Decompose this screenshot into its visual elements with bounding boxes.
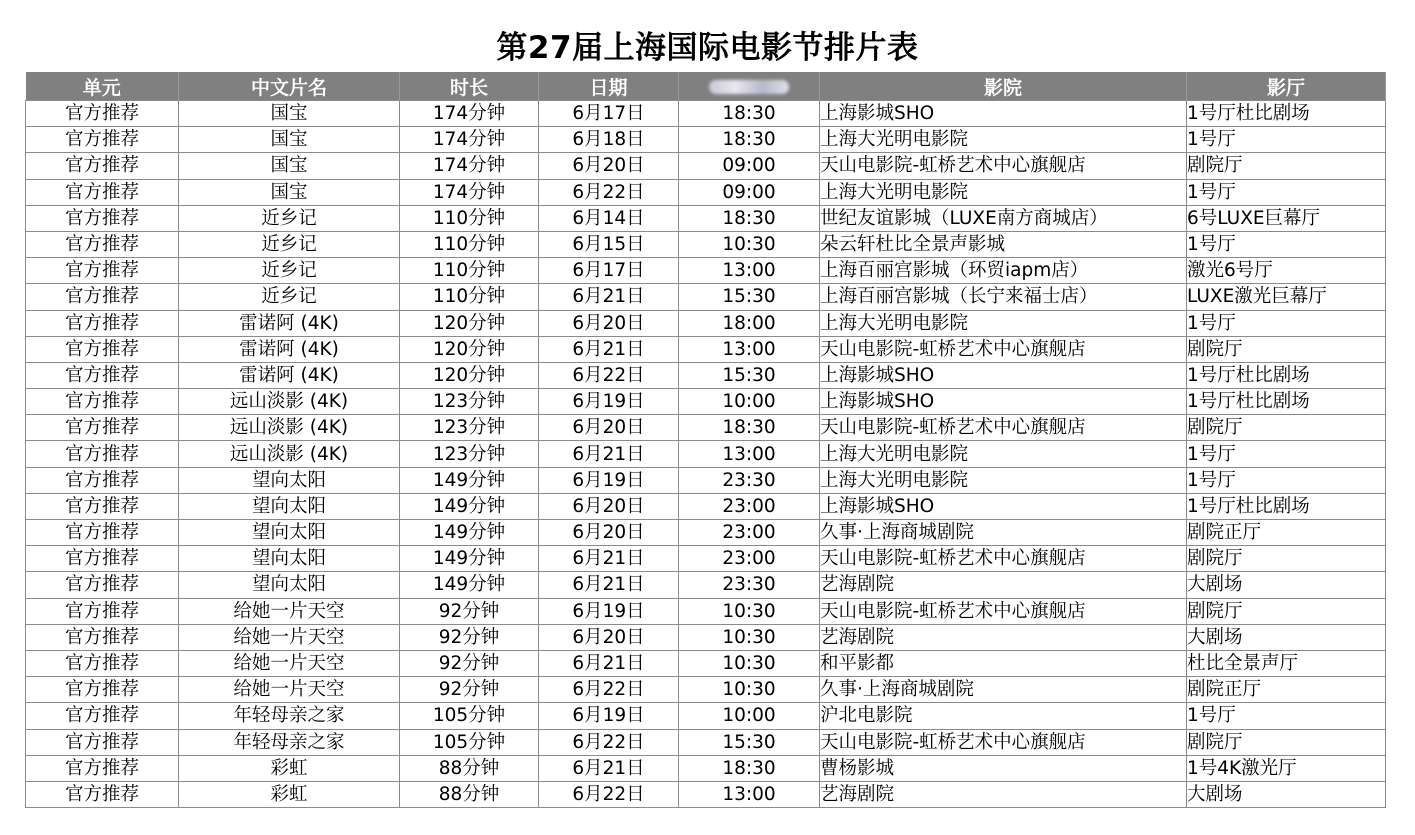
hall-cell: 大剧场 xyxy=(1187,624,1386,650)
hall-cell: 1号厅 xyxy=(1187,467,1386,493)
schedule-table xyxy=(25,72,1386,808)
duration-cell: 149分钟 xyxy=(400,467,539,493)
film-title-cell: 雷诺阿 (4K) xyxy=(179,336,400,362)
date-cell: 6月22日 xyxy=(539,677,679,703)
date-cell: 6月20日 xyxy=(539,310,679,336)
hall-cell: 1号厅 xyxy=(1187,231,1386,257)
date-cell: 6月20日 xyxy=(539,624,679,650)
unit-cell: 官方推荐 xyxy=(26,650,179,676)
table-header-row xyxy=(26,72,1386,101)
table-row xyxy=(26,362,1386,388)
duration-cell: 92分钟 xyxy=(400,598,539,624)
cinema-cell: 曹杨影城 xyxy=(820,755,1187,781)
film-title-cell: 近乡记 xyxy=(179,284,400,310)
hall-cell: 大剧场 xyxy=(1187,781,1386,807)
table-row xyxy=(26,336,1386,362)
unit-cell: 官方推荐 xyxy=(26,284,179,310)
hall-cell: 1号厅 xyxy=(1187,441,1386,467)
hall-cell: 6号LUXE巨幕厅 xyxy=(1187,205,1386,231)
duration-cell: 149分钟 xyxy=(400,572,539,598)
cinema-cell: 天山电影院-虹桥艺术中心旗舰店 xyxy=(820,415,1187,441)
hall-cell: 1号4K激光厅 xyxy=(1187,755,1386,781)
hall-cell: 剧院厅 xyxy=(1187,729,1386,755)
unit-cell: 官方推荐 xyxy=(26,153,179,179)
unit-cell: 官方推荐 xyxy=(26,781,179,807)
duration-cell: 149分钟 xyxy=(400,493,539,519)
hall-cell: 剧院正厅 xyxy=(1187,677,1386,703)
date-cell: 6月20日 xyxy=(539,415,679,441)
cinema-cell: 上海大光明电影院 xyxy=(820,127,1187,153)
film-title-cell: 雷诺阿 (4K) xyxy=(179,362,400,388)
hall-cell: 1号厅杜比剧场 xyxy=(1187,493,1386,519)
cinema-cell: 上海影城SHO xyxy=(820,493,1187,519)
date-cell: 6月15日 xyxy=(539,231,679,257)
header-hall: 影厅 xyxy=(1187,72,1386,101)
time-cell: 10:30 xyxy=(679,598,820,624)
film-title-cell: 年轻母亲之家 xyxy=(179,729,400,755)
cinema-cell: 朵云轩杜比全景声影城 xyxy=(820,231,1187,257)
time-cell: 15:30 xyxy=(679,362,820,388)
table-row xyxy=(26,598,1386,624)
header-film-title: 中文片名 xyxy=(179,72,400,101)
date-cell: 6月21日 xyxy=(539,336,679,362)
unit-cell: 官方推荐 xyxy=(26,362,179,388)
hall-cell: 1号厅 xyxy=(1187,127,1386,153)
cinema-cell: 上海影城SHO xyxy=(820,389,1187,415)
table-row xyxy=(26,389,1386,415)
cinema-cell: 艺海剧院 xyxy=(820,624,1187,650)
duration-cell: 174分钟 xyxy=(400,179,539,205)
hall-cell: 剧院厅 xyxy=(1187,415,1386,441)
hall-cell: 剧院厅 xyxy=(1187,153,1386,179)
film-title-cell: 给她一片天空 xyxy=(179,624,400,650)
duration-cell: 88分钟 xyxy=(400,781,539,807)
unit-cell: 官方推荐 xyxy=(26,729,179,755)
date-cell: 6月19日 xyxy=(539,389,679,415)
unit-cell: 官方推荐 xyxy=(26,258,179,284)
date-cell: 6月19日 xyxy=(539,598,679,624)
duration-cell: 92分钟 xyxy=(400,650,539,676)
time-cell: 18:00 xyxy=(679,310,820,336)
table-row xyxy=(26,520,1386,546)
hall-cell: 1号厅杜比剧场 xyxy=(1187,389,1386,415)
header-date: 日期 xyxy=(539,72,679,101)
time-cell: 13:00 xyxy=(679,441,820,467)
date-cell: 6月22日 xyxy=(539,781,679,807)
duration-cell: 105分钟 xyxy=(400,703,539,729)
date-cell: 6月21日 xyxy=(539,755,679,781)
cinema-cell: 天山电影院-虹桥艺术中心旗舰店 xyxy=(820,153,1187,179)
date-cell: 6月17日 xyxy=(539,101,679,127)
duration-cell: 88分钟 xyxy=(400,755,539,781)
date-cell: 6月21日 xyxy=(539,441,679,467)
time-cell: 18:30 xyxy=(679,205,820,231)
time-cell: 10:00 xyxy=(679,389,820,415)
film-title-cell: 望向太阳 xyxy=(179,546,400,572)
table-row xyxy=(26,231,1386,257)
cinema-cell: 天山电影院-虹桥艺术中心旗舰店 xyxy=(820,336,1187,362)
time-cell: 10:30 xyxy=(679,650,820,676)
table-row xyxy=(26,650,1386,676)
table-row xyxy=(26,755,1386,781)
hall-cell: 杜比全景声厅 xyxy=(1187,650,1386,676)
unit-cell: 官方推荐 xyxy=(26,127,179,153)
duration-cell: 92分钟 xyxy=(400,624,539,650)
film-title-cell: 年轻母亲之家 xyxy=(179,703,400,729)
hall-cell: 剧院厅 xyxy=(1187,336,1386,362)
table-row xyxy=(26,153,1386,179)
date-cell: 6月21日 xyxy=(539,650,679,676)
film-title-cell: 彩虹 xyxy=(179,781,400,807)
cinema-cell: 艺海剧院 xyxy=(820,781,1187,807)
unit-cell: 官方推荐 xyxy=(26,624,179,650)
cinema-cell: 天山电影院-虹桥艺术中心旗舰店 xyxy=(820,598,1187,624)
table-row xyxy=(26,677,1386,703)
duration-cell: 174分钟 xyxy=(400,127,539,153)
unit-cell: 官方推荐 xyxy=(26,101,179,127)
time-cell: 18:30 xyxy=(679,755,820,781)
unit-cell: 官方推荐 xyxy=(26,205,179,231)
film-title-cell: 望向太阳 xyxy=(179,520,400,546)
hall-cell: 1号厅杜比剧场 xyxy=(1187,101,1386,127)
cinema-cell: 上海大光明电影院 xyxy=(820,441,1187,467)
unit-cell: 官方推荐 xyxy=(26,179,179,205)
hall-cell: 剧院厅 xyxy=(1187,598,1386,624)
table-row xyxy=(26,729,1386,755)
date-cell: 6月20日 xyxy=(539,153,679,179)
date-cell: 6月22日 xyxy=(539,729,679,755)
film-title-cell: 国宝 xyxy=(179,101,400,127)
hall-cell: 剧院正厅 xyxy=(1187,520,1386,546)
duration-cell: 174分钟 xyxy=(400,101,539,127)
film-title-cell: 近乡记 xyxy=(179,258,400,284)
date-cell: 6月21日 xyxy=(539,572,679,598)
unit-cell: 官方推荐 xyxy=(26,677,179,703)
time-cell: 18:30 xyxy=(679,101,820,127)
time-cell: 13:00 xyxy=(679,258,820,284)
duration-cell: 110分钟 xyxy=(400,231,539,257)
film-title-cell: 给她一片天空 xyxy=(179,650,400,676)
date-cell: 6月20日 xyxy=(539,493,679,519)
film-title-cell: 望向太阳 xyxy=(179,572,400,598)
table-row xyxy=(26,441,1386,467)
date-cell: 6月14日 xyxy=(539,205,679,231)
header-duration: 时长 xyxy=(400,72,539,101)
unit-cell: 官方推荐 xyxy=(26,598,179,624)
cinema-cell: 上海百丽宫影城（环贸iapm店） xyxy=(820,258,1187,284)
time-cell: 10:00 xyxy=(679,703,820,729)
hall-cell: 1号厅 xyxy=(1187,310,1386,336)
hall-cell: 1号厅杜比剧场 xyxy=(1187,362,1386,388)
duration-cell: 110分钟 xyxy=(400,258,539,284)
hall-cell: 大剧场 xyxy=(1187,572,1386,598)
duration-cell: 105分钟 xyxy=(400,729,539,755)
duration-cell: 174分钟 xyxy=(400,153,539,179)
duration-cell: 123分钟 xyxy=(400,415,539,441)
unit-cell: 官方推荐 xyxy=(26,493,179,519)
cinema-cell: 世纪友谊影城（LUXE南方商城店） xyxy=(820,205,1187,231)
date-cell: 6月18日 xyxy=(539,127,679,153)
table-row xyxy=(26,467,1386,493)
cinema-cell: 上海影城SHO xyxy=(820,101,1187,127)
duration-cell: 120分钟 xyxy=(400,362,539,388)
time-cell: 13:00 xyxy=(679,336,820,362)
table-row xyxy=(26,310,1386,336)
time-cell: 10:30 xyxy=(679,231,820,257)
time-cell: 10:30 xyxy=(679,624,820,650)
duration-cell: 110分钟 xyxy=(400,205,539,231)
film-title-cell: 国宝 xyxy=(179,153,400,179)
film-title-cell: 雷诺阿 (4K) xyxy=(179,310,400,336)
date-cell: 6月21日 xyxy=(539,284,679,310)
cinema-cell: 天山电影院-虹桥艺术中心旗舰店 xyxy=(820,546,1187,572)
header-cinema: 影院 xyxy=(820,72,1187,101)
cinema-cell: 和平影都 xyxy=(820,650,1187,676)
table-row xyxy=(26,781,1386,807)
time-cell: 15:30 xyxy=(679,284,820,310)
date-cell: 6月19日 xyxy=(539,703,679,729)
film-title-cell: 远山淡影 (4K) xyxy=(179,389,400,415)
unit-cell: 官方推荐 xyxy=(26,520,179,546)
cinema-cell: 上海百丽宫影城（长宁来福士店） xyxy=(820,284,1187,310)
cinema-cell: 上海大光明电影院 xyxy=(820,310,1187,336)
date-cell: 6月22日 xyxy=(539,179,679,205)
cinema-cell: 上海影城SHO xyxy=(820,362,1187,388)
film-title-cell: 给她一片天空 xyxy=(179,677,400,703)
duration-cell: 110分钟 xyxy=(400,284,539,310)
film-title-cell: 远山淡影 (4K) xyxy=(179,441,400,467)
cinema-cell: 艺海剧院 xyxy=(820,572,1187,598)
film-title-cell: 近乡记 xyxy=(179,205,400,231)
unit-cell: 官方推荐 xyxy=(26,310,179,336)
duration-cell: 120分钟 xyxy=(400,310,539,336)
hall-cell: 激光6号厅 xyxy=(1187,258,1386,284)
cinema-cell: 沪北电影院 xyxy=(820,703,1187,729)
time-cell: 09:00 xyxy=(679,153,820,179)
hall-cell: LUXE激光巨幕厅 xyxy=(1187,284,1386,310)
duration-cell: 123分钟 xyxy=(400,441,539,467)
time-cell: 23:00 xyxy=(679,520,820,546)
duration-cell: 149分钟 xyxy=(400,546,539,572)
duration-cell: 123分钟 xyxy=(400,389,539,415)
header-unit: 单元 xyxy=(26,72,179,101)
cinema-cell: 久事·上海商城剧院 xyxy=(820,520,1187,546)
film-title-cell: 望向太阳 xyxy=(179,493,400,519)
time-cell: 23:30 xyxy=(679,467,820,493)
film-title-cell: 国宝 xyxy=(179,127,400,153)
table-row xyxy=(26,101,1386,127)
time-cell: 18:30 xyxy=(679,415,820,441)
table-row xyxy=(26,258,1386,284)
table-row xyxy=(26,572,1386,598)
unit-cell: 官方推荐 xyxy=(26,389,179,415)
unit-cell: 官方推荐 xyxy=(26,441,179,467)
unit-cell: 官方推荐 xyxy=(26,572,179,598)
film-title-cell: 给她一片天空 xyxy=(179,598,400,624)
film-title-cell: 国宝 xyxy=(179,179,400,205)
table-row xyxy=(26,624,1386,650)
duration-cell: 92分钟 xyxy=(400,677,539,703)
hall-cell: 1号厅 xyxy=(1187,703,1386,729)
film-title-cell: 近乡记 xyxy=(179,231,400,257)
table-body xyxy=(26,101,1386,808)
time-cell: 10:30 xyxy=(679,677,820,703)
table-row xyxy=(26,415,1386,441)
unit-cell: 官方推荐 xyxy=(26,231,179,257)
time-cell: 23:00 xyxy=(679,546,820,572)
unit-cell: 官方推荐 xyxy=(26,415,179,441)
time-cell: 09:00 xyxy=(679,179,820,205)
time-cell: 15:30 xyxy=(679,729,820,755)
unit-cell: 官方推荐 xyxy=(26,467,179,493)
unit-cell: 官方推荐 xyxy=(26,755,179,781)
time-cell: 23:00 xyxy=(679,493,820,519)
header-time xyxy=(679,72,820,101)
cinema-cell: 上海大光明电影院 xyxy=(820,467,1187,493)
date-cell: 6月20日 xyxy=(539,520,679,546)
table-row xyxy=(26,205,1386,231)
page-title: 第27届上海国际电影节排片表 xyxy=(496,30,919,66)
film-title-cell: 远山淡影 (4K) xyxy=(179,415,400,441)
unit-cell: 官方推荐 xyxy=(26,336,179,362)
table-row xyxy=(26,546,1386,572)
hall-cell: 1号厅 xyxy=(1187,179,1386,205)
blurred-header-label xyxy=(709,80,789,94)
unit-cell: 官方推荐 xyxy=(26,546,179,572)
cinema-cell: 久事·上海商城剧院 xyxy=(820,677,1187,703)
table-row xyxy=(26,284,1386,310)
time-cell: 13:00 xyxy=(679,781,820,807)
duration-cell: 120分钟 xyxy=(400,336,539,362)
cinema-cell: 天山电影院-虹桥艺术中心旗舰店 xyxy=(820,729,1187,755)
hall-cell: 剧院厅 xyxy=(1187,546,1386,572)
cinema-cell: 上海大光明电影院 xyxy=(820,179,1187,205)
table-row xyxy=(26,179,1386,205)
table-row xyxy=(26,493,1386,519)
time-cell: 18:30 xyxy=(679,127,820,153)
duration-cell: 149分钟 xyxy=(400,520,539,546)
table-row xyxy=(26,127,1386,153)
film-title-cell: 彩虹 xyxy=(179,755,400,781)
date-cell: 6月17日 xyxy=(539,258,679,284)
unit-cell: 官方推荐 xyxy=(26,703,179,729)
film-title-cell: 望向太阳 xyxy=(179,467,400,493)
date-cell: 6月22日 xyxy=(539,362,679,388)
time-cell: 23:30 xyxy=(679,572,820,598)
table-row xyxy=(26,703,1386,729)
date-cell: 6月21日 xyxy=(539,546,679,572)
date-cell: 6月19日 xyxy=(539,467,679,493)
